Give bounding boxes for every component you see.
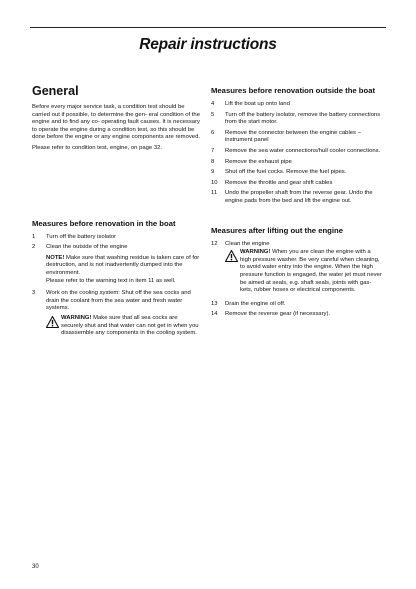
item-text: Remove the reverse gear (if necessary). bbox=[225, 311, 331, 318]
item-text: Clean the outside of the engine bbox=[46, 244, 128, 251]
note-text: Make sure that washing residue is taken care of for destruction, and is not inadvertently dumped into the environment. bbox=[46, 254, 200, 276]
item-number: 9 bbox=[211, 169, 215, 176]
in-boat-heading: Measures before renovation in the boat bbox=[32, 218, 176, 228]
list-item bbox=[211, 159, 383, 167]
after-lifting-heading: Measures after lifting out the engine bbox=[211, 225, 343, 235]
item-number: 8 bbox=[211, 158, 215, 165]
item-text: Drain the engine oil off. bbox=[225, 300, 286, 307]
note-label: NOTE! bbox=[46, 254, 65, 261]
general-reference: Please refer to condition test, engine, on page 32. bbox=[32, 144, 163, 151]
right-column bbox=[211, 86, 383, 322]
item-text: Turn off the battery isolator, remove the battery connections from the start motor. bbox=[225, 111, 381, 126]
page-number: 30 bbox=[32, 564, 39, 570]
item-text: Lift the boat up onto land bbox=[225, 101, 290, 107]
item-number: 13 bbox=[211, 300, 218, 307]
item-number: 2 bbox=[32, 244, 36, 251]
note-text-reference: Please refer to the warning text in item 11 as well. bbox=[46, 277, 176, 284]
page-title: Repair instructions bbox=[139, 36, 277, 53]
item-number: 7 bbox=[211, 147, 215, 154]
item-number: 1 bbox=[32, 233, 36, 240]
item-text: Remove the connector between the engine cables – instrument panel bbox=[225, 129, 361, 144]
top-rule bbox=[30, 27, 386, 28]
list-item bbox=[211, 112, 383, 127]
item-number: 10 bbox=[211, 179, 218, 186]
warning-block bbox=[46, 315, 200, 338]
item-text: Remove the throttle and gear shift cables bbox=[225, 179, 333, 186]
item-text: Remove the exhaust pipe bbox=[225, 158, 292, 165]
item-number: 6 bbox=[211, 129, 215, 136]
list-item bbox=[32, 290, 200, 313]
left-column bbox=[32, 84, 200, 342]
item-text: Remove the sea water connections/hull cooler connections. bbox=[225, 147, 381, 154]
item-text: Undo the propeller shaft from the reverse gear. Undo the engine pads from the bed and lift the engine out. bbox=[225, 190, 373, 204]
general-paragraph: Before every major service task, a condition test should be carried out if possible, to determine the gen- eral condition of the engine and to find any co- operating fault causes. It is necessary to operate the engine during a condition test, so this should be done before the engine or any engine components are removed. bbox=[32, 104, 200, 141]
list-item bbox=[211, 148, 383, 156]
warning-text: When you are clean the engine with a high pressure washer. Be very careful when cleaning, to avoid water entry into the engine. When the high pressure function is engaged, the water jet must never be aimed at seals, e.g. shaft seals, joints with gas- kets, rubber hoses or electrical components. bbox=[240, 249, 382, 294]
list-item bbox=[32, 234, 200, 242]
list-item bbox=[211, 190, 383, 205]
list-item bbox=[211, 301, 383, 309]
warning-block bbox=[225, 249, 383, 295]
warning-triangle-icon bbox=[46, 316, 59, 328]
item-number: 14 bbox=[211, 311, 218, 318]
list-item bbox=[211, 169, 383, 177]
item-number: 12 bbox=[211, 240, 218, 247]
general-heading: General bbox=[32, 84, 79, 98]
item-number: 3 bbox=[32, 290, 36, 297]
list-item bbox=[211, 311, 383, 319]
warning-triangle-icon bbox=[225, 250, 238, 262]
warning-label: WARNING! bbox=[240, 249, 271, 256]
item-number: 11 bbox=[211, 190, 218, 197]
outside-boat-heading: Measures before renovation outside the boat bbox=[211, 86, 376, 95]
list-item bbox=[211, 180, 383, 188]
warning-label: WARNING! bbox=[61, 314, 92, 321]
item-text: Turn off the battery isolator bbox=[46, 233, 117, 240]
item-number: 5 bbox=[211, 111, 215, 118]
list-item bbox=[211, 130, 383, 145]
item-text: Clean the engine bbox=[225, 240, 270, 247]
item-text: Shut off the fuel cocks. Remove the fuel pipes. bbox=[225, 169, 347, 176]
item-number: 4 bbox=[211, 101, 215, 107]
item-text: Work on the cooling system: Shut off the sea cocks and drain the coolant from the sea water and fresh water systems. bbox=[46, 290, 191, 312]
note-block bbox=[46, 255, 200, 285]
list-item bbox=[32, 244, 200, 252]
list-item bbox=[211, 101, 383, 109]
warning-text: Make sure that all sea cocks are securely shut and that water can not get in when you disassemble any components in the cooling system. bbox=[61, 314, 199, 337]
list-item bbox=[211, 241, 383, 249]
